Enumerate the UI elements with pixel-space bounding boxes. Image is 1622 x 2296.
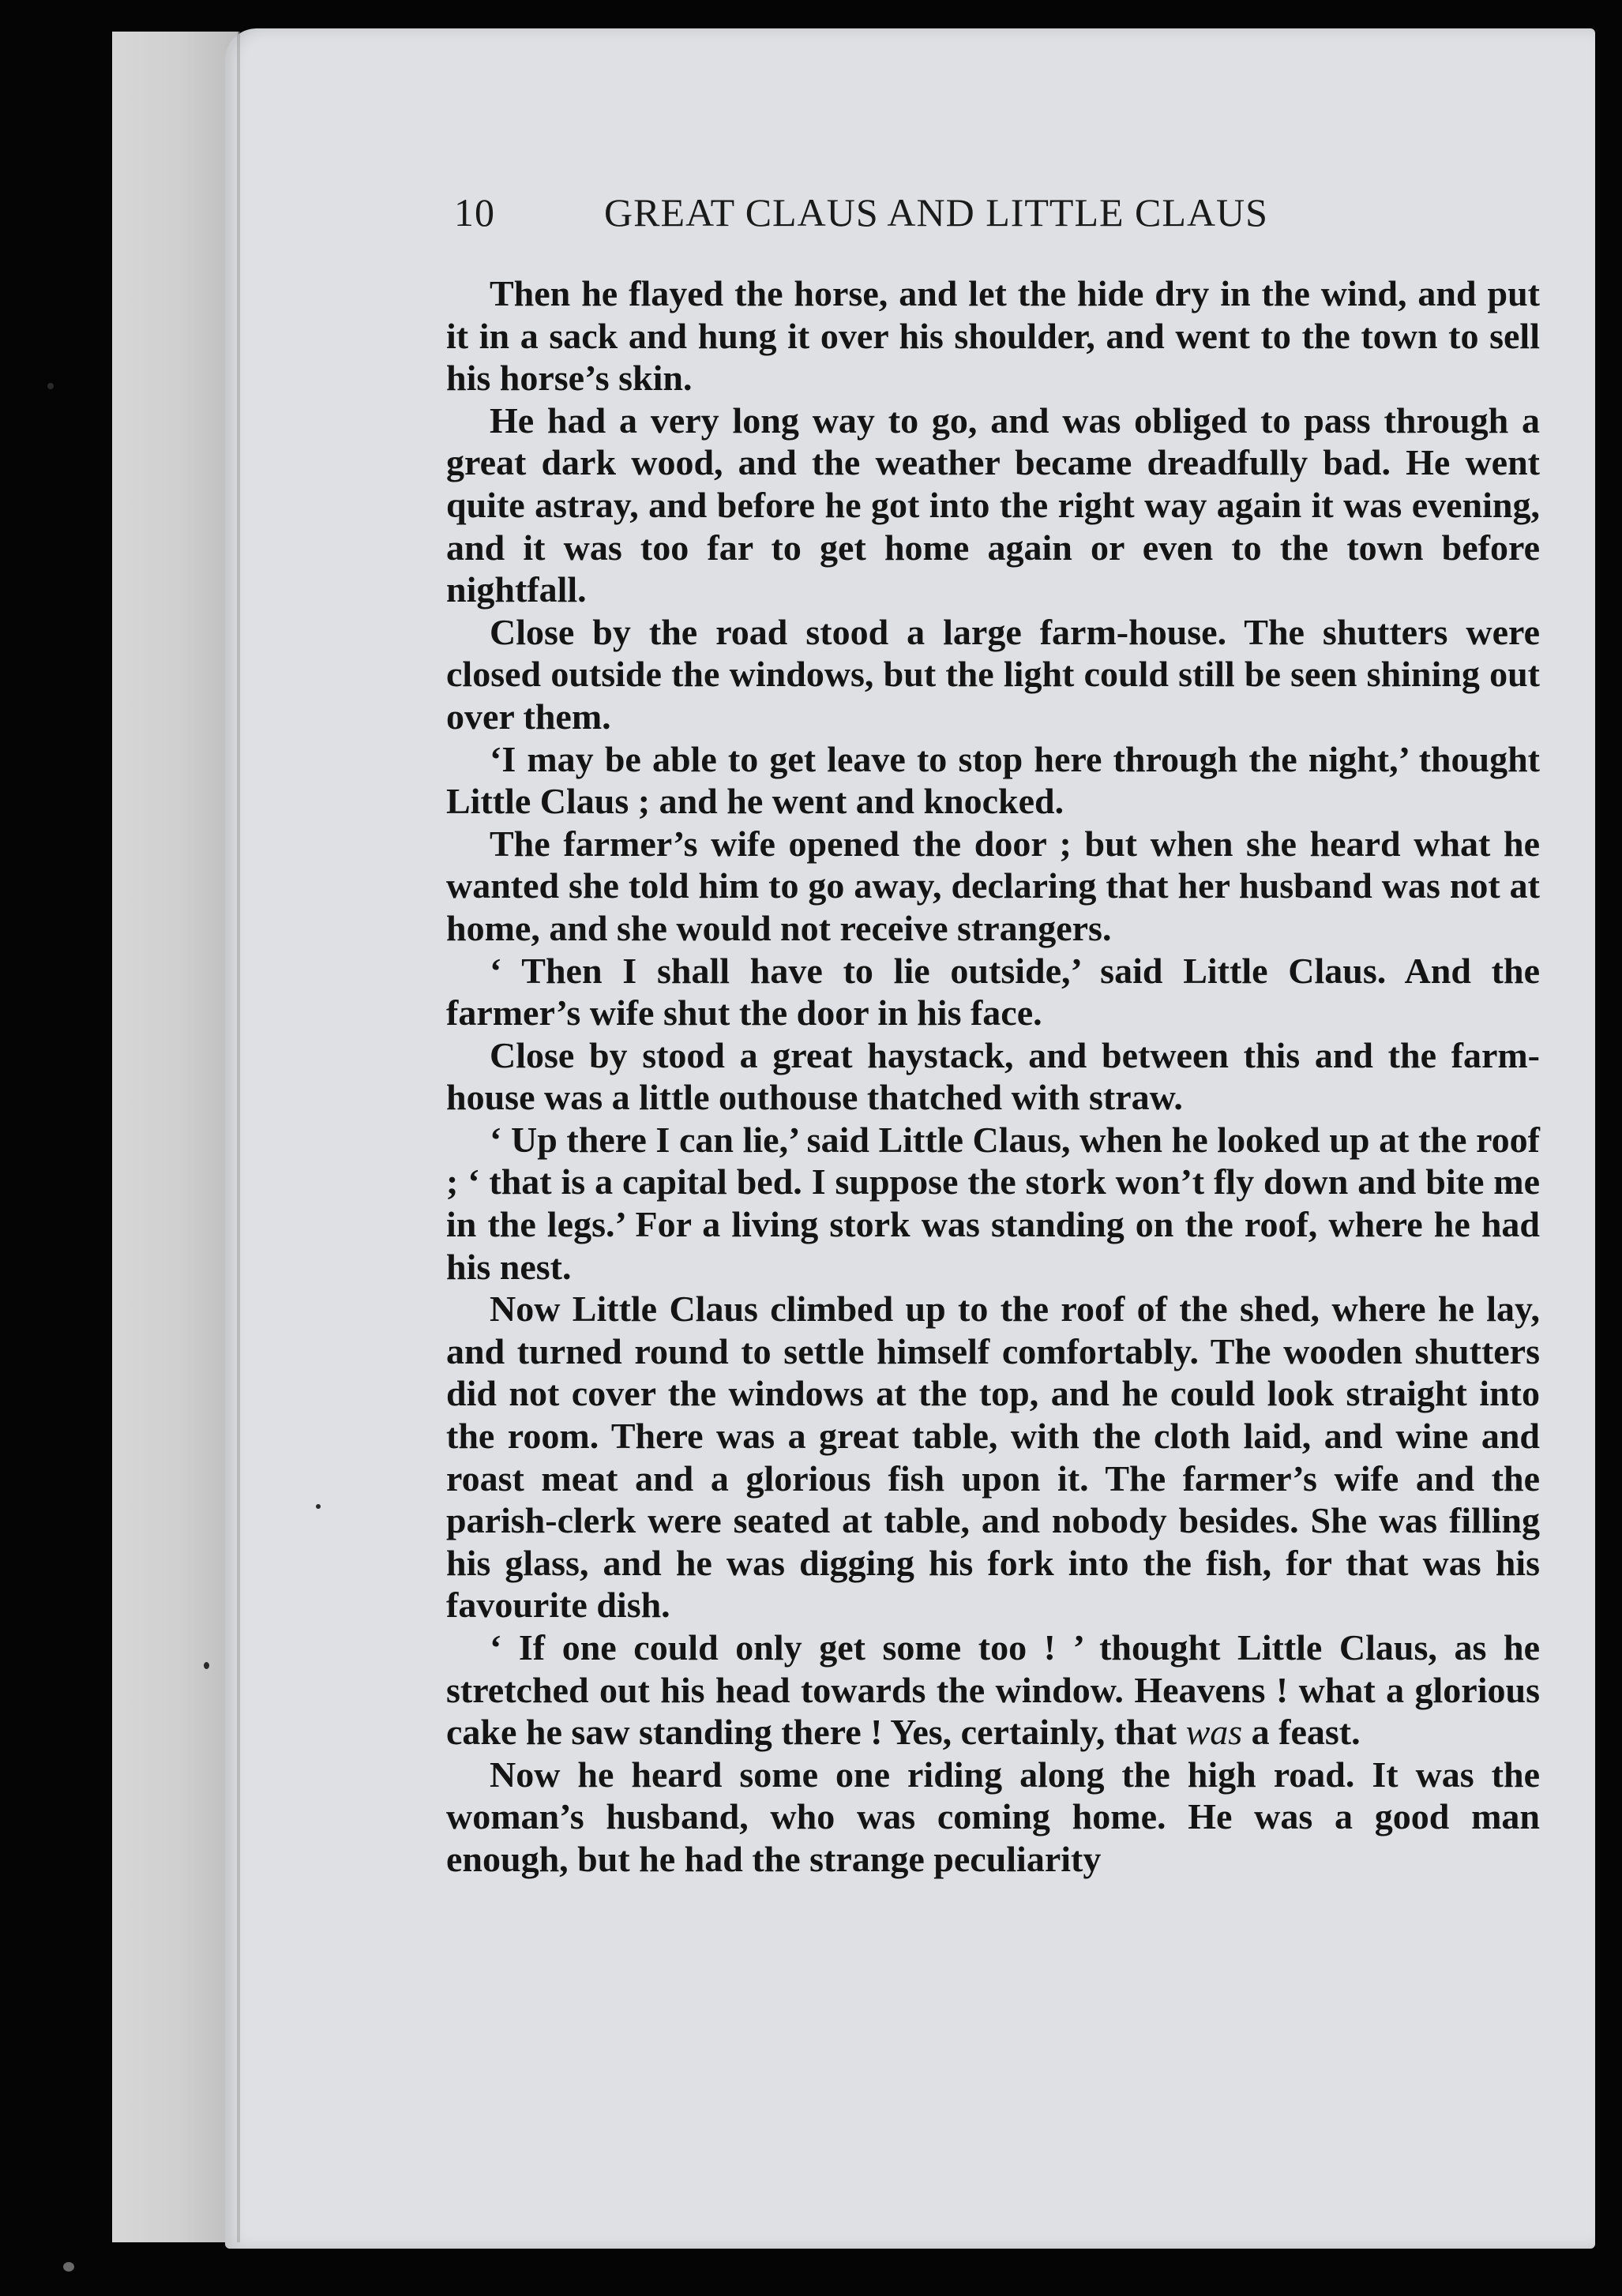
- scan-speck: [63, 2262, 74, 2272]
- paragraph-7: Close by stood a great haystack, and between this and the farm-house was a little outhouse thatched with straw.: [446, 1034, 1540, 1118]
- paragraph-1: Then he flayed the horse, and let the hide dry in the wind, and put it in a sack and hung it over his shoulder, and went to the town to sell his horse’s skin.: [446, 273, 1540, 399]
- scan-speck: [316, 1504, 321, 1509]
- scan-speck: [47, 383, 54, 389]
- page-gutter: [237, 32, 240, 2242]
- body-text: [446, 272, 1540, 1881]
- paragraph-11: Now he heard some one riding along the high road. It was the woman’s husband, who was coming home. He was a good man enough, but he had the strange peculiarity: [446, 1754, 1540, 1879]
- paragraph-8: ‘ Up there I can lie,’ said Little Claus, when he looked up at the roof ; ‘ that is a capital bed. I suppose the stork won’t fly down and bite me in the legs.’ For a living stork was standing on the roof, where he had his nest.: [446, 1119, 1540, 1287]
- emphasis-word: was: [1185, 1712, 1243, 1753]
- paragraph-6: ‘ Then I shall have to lie outside,’ said Little Claus. And the farmer’s wife shut the door in his face.: [446, 950, 1540, 1034]
- page-number: 10: [454, 190, 495, 234]
- paragraph-9: Now Little Claus climbed up to the roof of the shed, where he lay, and turned round to settle himself comfortably. The wooden shutters did not cover the windows at the top, and he could look straight into the room. There was a great table, with the cloth laid, and wine and roast meat and a glorious fish upon it. The farmer’s wife and the parish-clerk were seated at table, and nobody besides. She was filling his glass, and he was digging his fork into the fish, for that was his favourite dish.: [446, 1289, 1540, 1626]
- page-header: [454, 189, 1544, 245]
- paragraph-10-end: a feast.: [1242, 1712, 1361, 1753]
- scan-speck: [204, 1662, 209, 1669]
- paragraph-2: He had a very long way to go, and was obliged to pass through a great dark wood, and the weather became dreadfully bad. He went quite astray, and before he got into the right way again it was evening, and it was too far to get home again or even to the town before nightfall.: [446, 400, 1540, 610]
- paragraph-5: The farmer’s wife opened the door ; but when she heard what he wanted she told him to go away, declaring that her husband was not at home, and she would not receive strangers.: [446, 823, 1540, 948]
- paragraph-10-text: ‘ If one could only get some too ! ’ thought Little Claus, as he stretched out his head towards the window. Heavens ! what a glorious cake he saw standing there ! Yes, certainly, that: [446, 1627, 1540, 1753]
- book-spine: [112, 32, 238, 2242]
- paragraph-10: [446, 1626, 1540, 1754]
- paragraph-4: ‘I may be able to get leave to stop here through the night,’ thought Little Claus ; and he went and knocked.: [446, 738, 1540, 822]
- paragraph-3: Close by the road stood a large farm-house. The shutters were closed outside the windows, but the light could still be seen shining out over them.: [446, 611, 1540, 737]
- running-title: GREAT CLAUS AND LITTLE CLAUS: [604, 190, 1268, 234]
